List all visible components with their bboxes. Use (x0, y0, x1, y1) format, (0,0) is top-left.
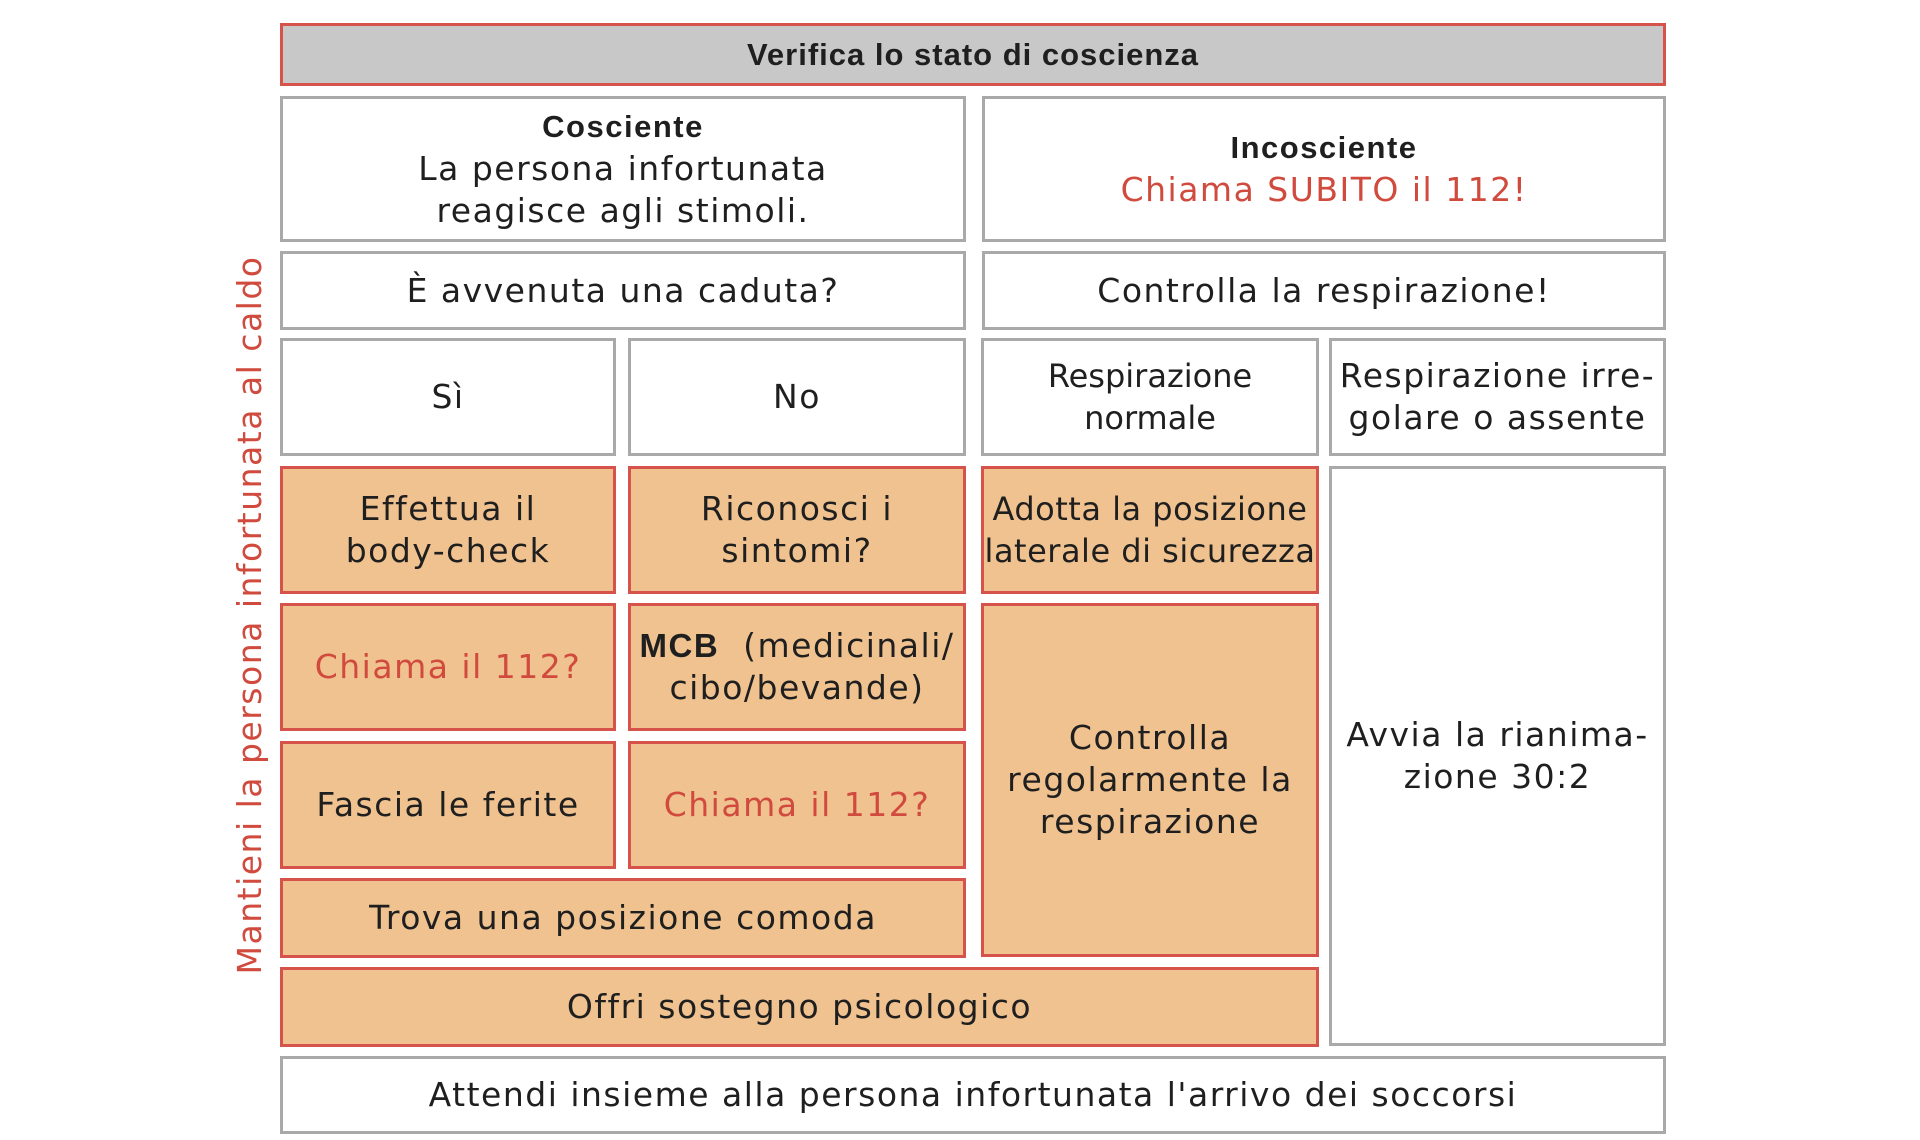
si-label: Sì (431, 377, 465, 416)
mcb-bold: MCB (639, 627, 720, 664)
rianimazione-line1: Avvia la rianima- (1346, 715, 1649, 754)
resp-irregolare-line2: golare o assente (1348, 398, 1647, 437)
chiama-112-si: Chiama il 112? (314, 647, 582, 686)
resp-normale-box (981, 338, 1319, 456)
header-box (280, 23, 1666, 86)
incosciente-call: Chiama SUBITO il 112! (1120, 170, 1528, 209)
body-check-line1: Effettua il (359, 489, 537, 528)
controlla-respirazione-line3: respirazione (1039, 802, 1261, 841)
rianimazione-line2: zione 30:2 (1403, 757, 1592, 796)
controlla-respirazione-box (981, 603, 1319, 957)
cosciente-title: Cosciente (542, 109, 704, 144)
respirazione-check-box (982, 251, 1666, 330)
posizione-laterale-line2: laterale di sicurezza (984, 532, 1316, 570)
cosciente-line1: La persona infortunata (418, 149, 828, 188)
mcb-box (628, 603, 966, 731)
controlla-respirazione-line2: regolarmente la (1007, 760, 1293, 799)
caduta-question: È avvenuta una caduta? (406, 270, 840, 310)
posizione-laterale-line1: Adotta la posizione (992, 490, 1308, 528)
controlla-respirazione-line1: Controlla (1068, 718, 1232, 757)
resp-irregolare-line1: Respirazione irre- (1339, 356, 1656, 395)
attendi: Attendi insieme alla persona infortunata l'arrivo dei soccorsi (428, 1075, 1518, 1114)
posizione-comoda-box (280, 878, 966, 958)
incosciente-title: Incosciente (1230, 130, 1418, 165)
mcb-rest: (medicinali/ (743, 626, 955, 665)
sintomi-line1: Riconosci i (700, 489, 894, 528)
sostegno-box (280, 967, 1319, 1047)
side-label: Mantieni la persona infortunata al caldo (230, 255, 269, 975)
respirazione-check: Controlla la respirazione! (1097, 270, 1551, 310)
chiama-112-no: Chiama il 112? (663, 785, 931, 824)
sostegno: Offri sostegno psicologico (566, 987, 1033, 1026)
resp-normale-label: Respirazione normale (1047, 357, 1253, 437)
fascia-ferite-box (280, 741, 616, 869)
fascia-ferite: Fascia le ferite (316, 785, 580, 824)
si-box (280, 338, 616, 456)
rianimazione-box (1329, 466, 1666, 1046)
posizione-comoda: Trova una posizione comoda (369, 898, 877, 937)
no-label: No (773, 377, 821, 416)
body-check-box (280, 466, 616, 594)
mcb-line1 (640, 625, 955, 667)
sintomi-box (628, 466, 966, 594)
sintomi-line2: sintomi? (721, 531, 873, 570)
no-box (628, 338, 966, 456)
chiama-112-no-box (628, 741, 966, 869)
header-title: Verifica lo stato di coscienza (746, 36, 1200, 72)
cosciente-box (280, 96, 966, 242)
attendi-box (280, 1056, 1666, 1134)
posizione-laterale-box (981, 466, 1319, 594)
mcb-line2: cibo/bevande) (669, 668, 925, 707)
cosciente-line2: reagisce agli stimoli. (436, 191, 810, 230)
caduta-question-box (280, 251, 966, 330)
body-check-line2: body-check (345, 531, 551, 570)
incosciente-box (982, 96, 1666, 242)
resp-irregolare-box (1329, 338, 1666, 456)
chiama-112-si-box (280, 603, 616, 731)
